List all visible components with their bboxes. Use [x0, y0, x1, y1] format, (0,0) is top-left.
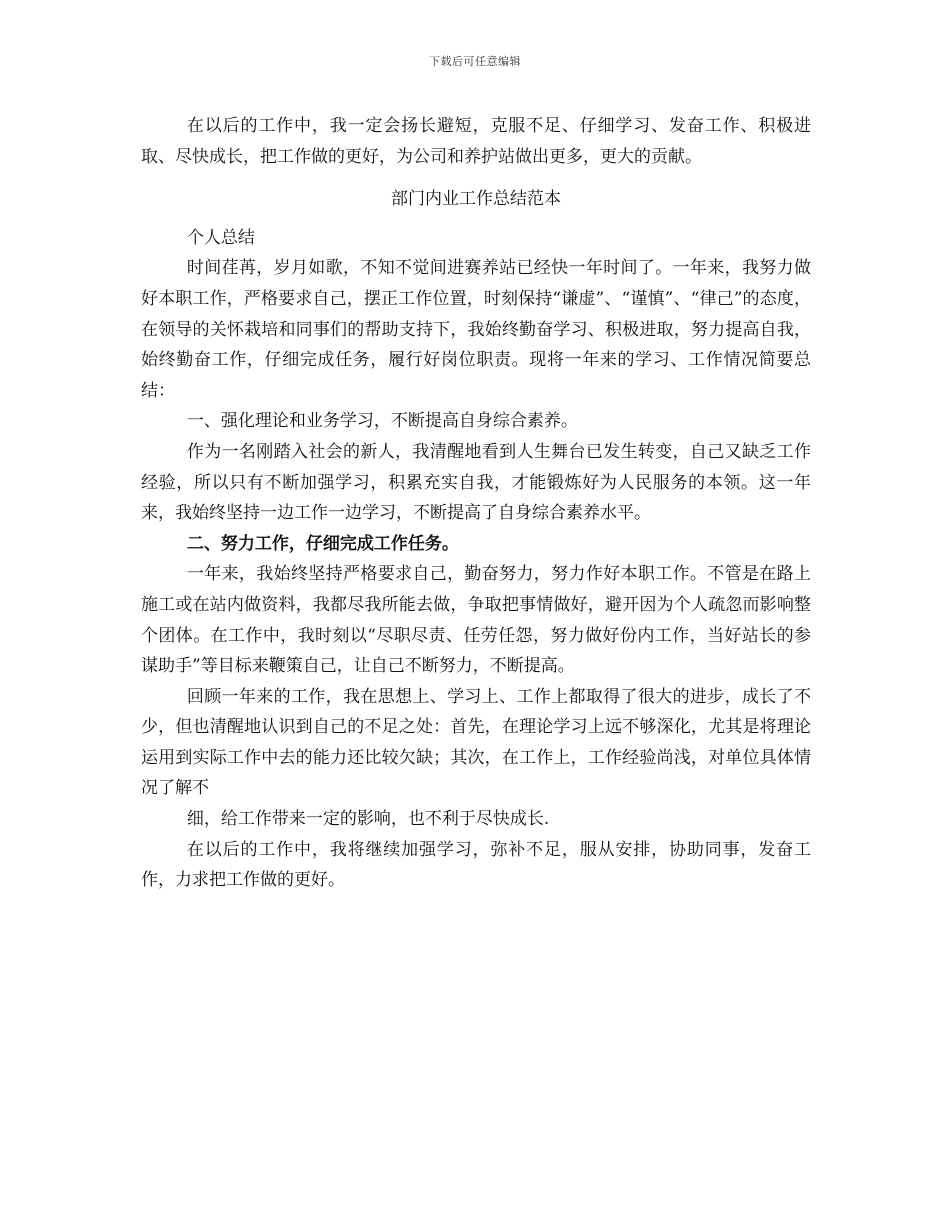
paragraph-work: 一年来，我始终坚持严格要求自己，勤奋努力，努力作好本职工作。不管是在路上施工或在站内做资料，我都尽我所能去做，争取把事情做好，避开因为个人疏忽而影响整个团体。在工作中，我时刻以“尽职尽责、任劳任怨，努力做好份内工作，当好站长的参谋助手”等目标来鞭策自己，让自己不断努力，不断提高。 [141, 564, 811, 677]
section-heading-1: 一、强化理论和业务学习，不断提高自身综合素养。 [186, 411, 578, 432]
document-body [141, 111, 811, 896]
header-note: 下载后可任意编辑 [429, 55, 521, 68]
section-label-personal-summary: 个人总结 [186, 227, 255, 248]
paragraph-review: 回顾一年来的工作，我在思想上、学习上、工作上都取得了很大的进步，成长了不少，但也清醒地认识到自己的不足之处：首先，在理论学习上远不够深化，尤其是将理论运用到实际工作中去的能力还比较欠缺；其次，在工作上，工作经验尚浅，对单位具体情况了解不 [141, 686, 811, 799]
section-heading-2: 二、努力工作，仔细完成工作任务。 [186, 533, 459, 554]
paragraph-study: 作为一名刚踏入社会的新人，我清醒地看到人生舞台已发生转变，自己又缺乏工作经验，所以只有不断加强学习，积累充实自我，才能锻炼好为人民服务的本领。这一年来，我始终坚持一边工作一边学习，不断提高了自身综合素养水平。 [141, 441, 811, 524]
document-title: 部门内业工作总结范本 [391, 189, 561, 210]
paragraph-review-continued: 细，给工作带来一定的影响，也不利于尽快成长. [186, 809, 550, 830]
paragraph-closing: 在以后的工作中，我将继续加强学习，弥补不足，服从安排，协助同事，发奋工作，力求把工作做的更好。 [141, 839, 811, 891]
paragraph-closing-previous: 在以后的工作中，我一定会扬长避短，克服不足、仔细学习、发奋工作、积极进取、尽快成长，把工作做的更好，为公司和养护站做出更多，更大的贡献。 [141, 116, 811, 167]
paragraph-intro: 时间荏苒，岁月如歌，不知不觉间进赛养站已经快一年时间了。一年来，我努力做好本职工作，严格要求自己，摆正工作位置，时刻保持“谦虚”、“谨慎”、“律己”的态度，在领导的关怀栽培和同事们的帮助支持下，我始终勤奋学习、积极进取，努力提高自我，始终勤奋工作，仔细完成任务，履行好岗位职责。现将一年来的学习、工作情况简要总结： [141, 258, 811, 401]
